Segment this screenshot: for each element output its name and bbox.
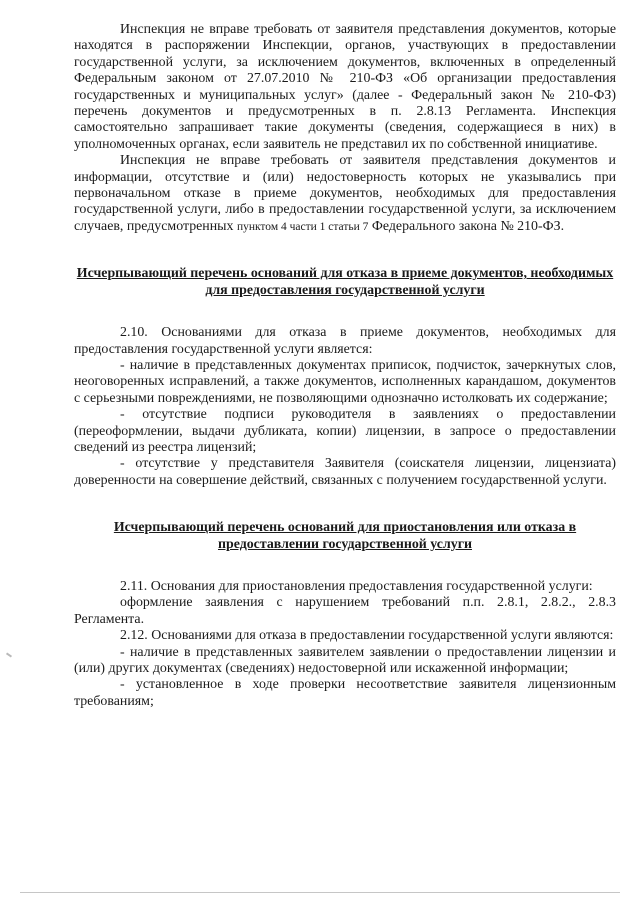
clause-2-10-item-1: - наличие в представленных документах приписок, подчисток, зачеркнутых слов, неоговоренных исправлений, а также документов, исполненных карандашом, документов с серьезными повреждениями, не позволяющими однозначно истолковать их содержание; xyxy=(74,357,616,406)
scan-bottom-edge xyxy=(20,892,620,893)
heading-refusal-acceptance: Исчерпывающий перечень оснований для отказа в приеме документов, необходимых для предоставления государственной услуги xyxy=(76,266,614,298)
clause-2-12-item-1: - наличие в представленных заявителем заявлении о предоставлении лицензии и (или) других документах (сведениях) недостоверной или искаженной информации; xyxy=(74,644,616,676)
law-reference: пунктом 4 части 1 статьи 7 xyxy=(236,220,369,233)
clause-2-10-item-3: - отсутствие у представителя Заявителя (соискателя лицензии, лицензиата) доверенности на совершение действий, связанных с получением государственной услуги. xyxy=(74,456,616,488)
paragraph-text: Инспекция не вправе требовать от заявителя представления документов и информации, отсутствие и (или) недостоверность которых не указывались при первоначальном отказе в приеме документов, необходимых для предоставления государственной услуги, либо в предоставлении государственной услуги, за исключением случаев, предусмотренных xyxy=(74,153,616,234)
scan-mark xyxy=(6,652,12,657)
heading-suspension-refusal: Исчерпывающий перечень оснований для приостановления или отказа в предоставлении государственной услуги xyxy=(113,520,577,552)
clause-2-11-item: оформление заявления с нарушением требований п.п. 2.8.1, 2.8.2., 2.8.3 Регламента. xyxy=(74,595,616,627)
clause-2-12-item-2: - установленное в ходе проверки несоответствие заявителя лицензионным требованиям; xyxy=(74,677,616,709)
clause-2-10-intro: 2.10. Основаниями для отказа в приеме документов, необходимых для предоставления государственной услуги является: xyxy=(74,325,616,357)
clause-2-11-intro: 2.11. Основания для приостановления предоставления государственной услуги: xyxy=(120,578,593,594)
document-page xyxy=(74,22,616,710)
paragraph-documents-in-possession: Инспекция не вправе требовать от заявителя представления документов, которые находятся в распоряжении Инспекции, органов, участвующих в предоставлении государственной услуги, за исключением документов, включенных в определенный Федеральным законом от 27.07.2010 № 210-ФЗ «Об организации предоставления государственных и муниципальных услуг» (далее - Федеральный закон № 210-ФЗ) перечень документов и предусмотренных в п. 2.8.13 Регламента. Инспекция самостоятельно запрашивает такие документы (сведения, содержащиеся в них) в уполномоченных органах, если заявитель не представил их по собственной инициативе. xyxy=(74,22,616,152)
paragraph-no-new-documents xyxy=(74,153,616,235)
clause-2-12-intro: 2.12. Основаниями для отказа в предоставлении государственной услуги являются: xyxy=(120,628,614,644)
clause-2-10-item-2: - отсутствие подписи руководителя в заявлениях о предоставлении (переоформлении, выдачи дубликата, копии) лицензии, в запросе о предоставлении сведений из реестра лицензий; xyxy=(74,407,616,455)
paragraph-text-end: Федерального закона № 210-ФЗ. xyxy=(368,218,565,234)
